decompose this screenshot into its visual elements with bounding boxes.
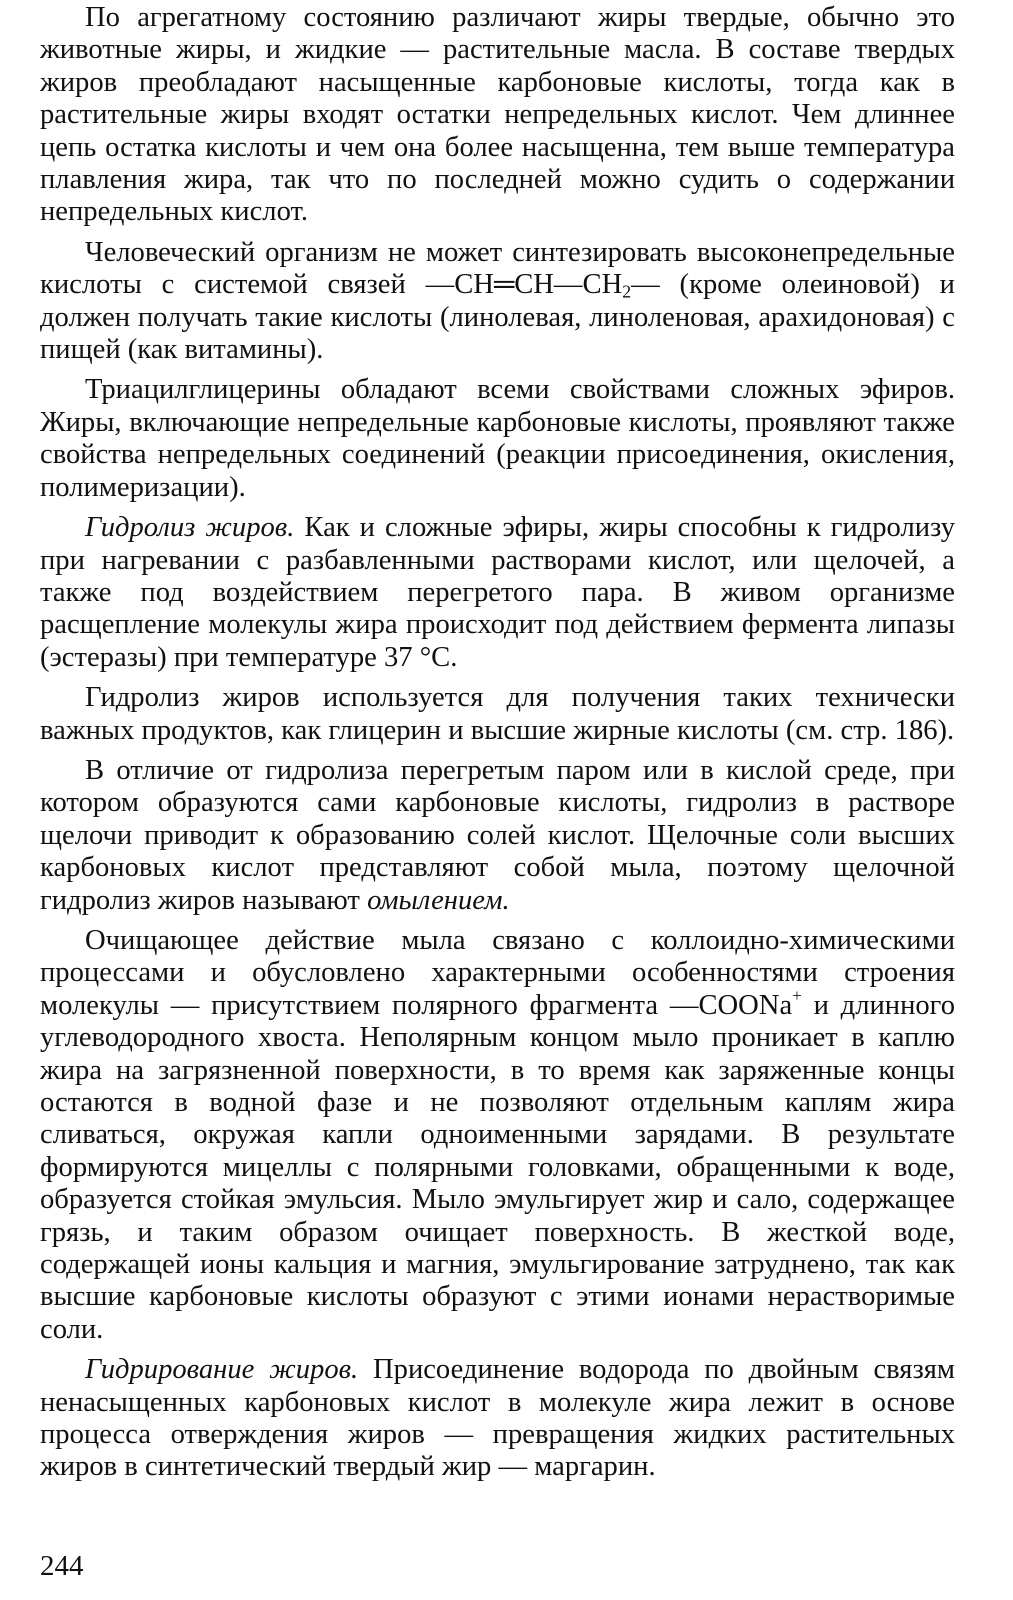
paragraph-triacylglycerols: Триацилглицерины обладают всеми свойствами сложных эфиров. Жиры, включающие непредельные карбоновые кислоты, проявляют также свойства непредельных соединений (реакции присоединения, окисления, полимеризации). — [40, 374, 955, 503]
formula-main: —CH═CH—CH — [425, 269, 623, 301]
paragraph-hydrogenation — [40, 1354, 955, 1484]
paragraph-hydrolysis-use: Гидролиз жиров используется для получения таких технически важных продуктов, как глицерин и высшие жирные кислоты (см. стр. 186). — [40, 682, 955, 746]
text-span: Очищающее действие мыла связано с коллоидно-химическими процессами и обусловлено характерными особенностями строения молекулы — присутствием полярного фрагмента — [40, 924, 955, 1021]
paragraph-essential-acids — [40, 237, 955, 367]
paragraph-hydrolysis — [40, 512, 955, 674]
paragraph-saponification — [40, 755, 955, 917]
term-saponification: омылением. — [367, 884, 510, 916]
section-heading-hydrogenation: Гидрирование жиров. — [85, 1354, 359, 1386]
text-span: В отличие от гидролиза перегретым паром или в кислой среде, при котором образуются сами карбоновые кислоты, гидролиз в растворе щелочи приводит к образованию солей кислот. Щелочные соли высших карбоновых кислот представляют собой мыла, поэтому щелочной гидролиз жиров называют — [40, 754, 955, 916]
formula-end: — — [631, 269, 660, 301]
text-span: (кроме олеиновой) и должен получать такие кислоты (линолевая, линоленовая, арахидоновая) с пищей (как витамины). — [40, 269, 955, 366]
polar-group-formula — [669, 985, 802, 1021]
text-span: Человеческий организм не может синтезировать высоконепредельные кислоты с системой связей — [40, 236, 955, 301]
paragraph-aggregate-state: По агрегатному состоянию различают жиры твердые, обычно это животные жиры, и жидкие — растительные масла. В составе твердых жиров преобладают насыщенные карбоновые кислоты, тогда как в растительные жиры входят остатки непредельных кислот. Чем длиннее цепь остатка кислоты и чем она более насыщенна, тем выше температура плавления жира, так что по последней можно судить о содержании непредельных кислот. — [40, 2, 955, 228]
formula-subscript: 2 — [622, 281, 632, 302]
page-number: 244 — [40, 1550, 84, 1582]
section-heading-hydrolysis: Гидролиз жиров. — [85, 512, 295, 544]
paragraph-soap-action — [40, 925, 955, 1346]
formula-superscript: + — [792, 985, 802, 1005]
text-span: Как и сложные эфиры, жиры способны к гидролизу при нагревании с разбавленными растворами кислот, или щелочей, а также под воздействием перегретого пара. В живом организме расщепление молекулы жира происходит под действием фермента липазы (эстеразы) при температуре 37 °С. — [40, 512, 956, 673]
text-span: Присоединение водорода по двойным связям ненасыщенных карбоновых кислот в молекуле жира лежит в основе процесса отверждения жиров — превращения жидких растительных жиров в синтетический твердый жир — маргарин. — [40, 1354, 955, 1483]
formula-main: —COONa — [669, 989, 793, 1021]
bond-formula — [426, 269, 660, 300]
text-span: и длинного углеводородного хвоста. Неполярным концом мыло проникает в каплю жира на загрязненной поверхности, в то время как заряженные концы остаются в водной фазе и не позволяют отдельным каплям жира сливаться, окружая капли одноименными зарядами. В результате формируются мицеллы с полярными головками, обращенными к воде, образуется стойкая эмульсия. Мыло эмульгирует жир и сало, содержащее грязь, и таким образом очищает поверхность. В жесткой воде, содержащей ионы кальция и магния, эмульгирование затруднено, так как высшие карбоновые кислоты образуют с этими ионами нерастворимые соли. — [40, 989, 955, 1345]
document-page — [40, 2, 955, 1598]
